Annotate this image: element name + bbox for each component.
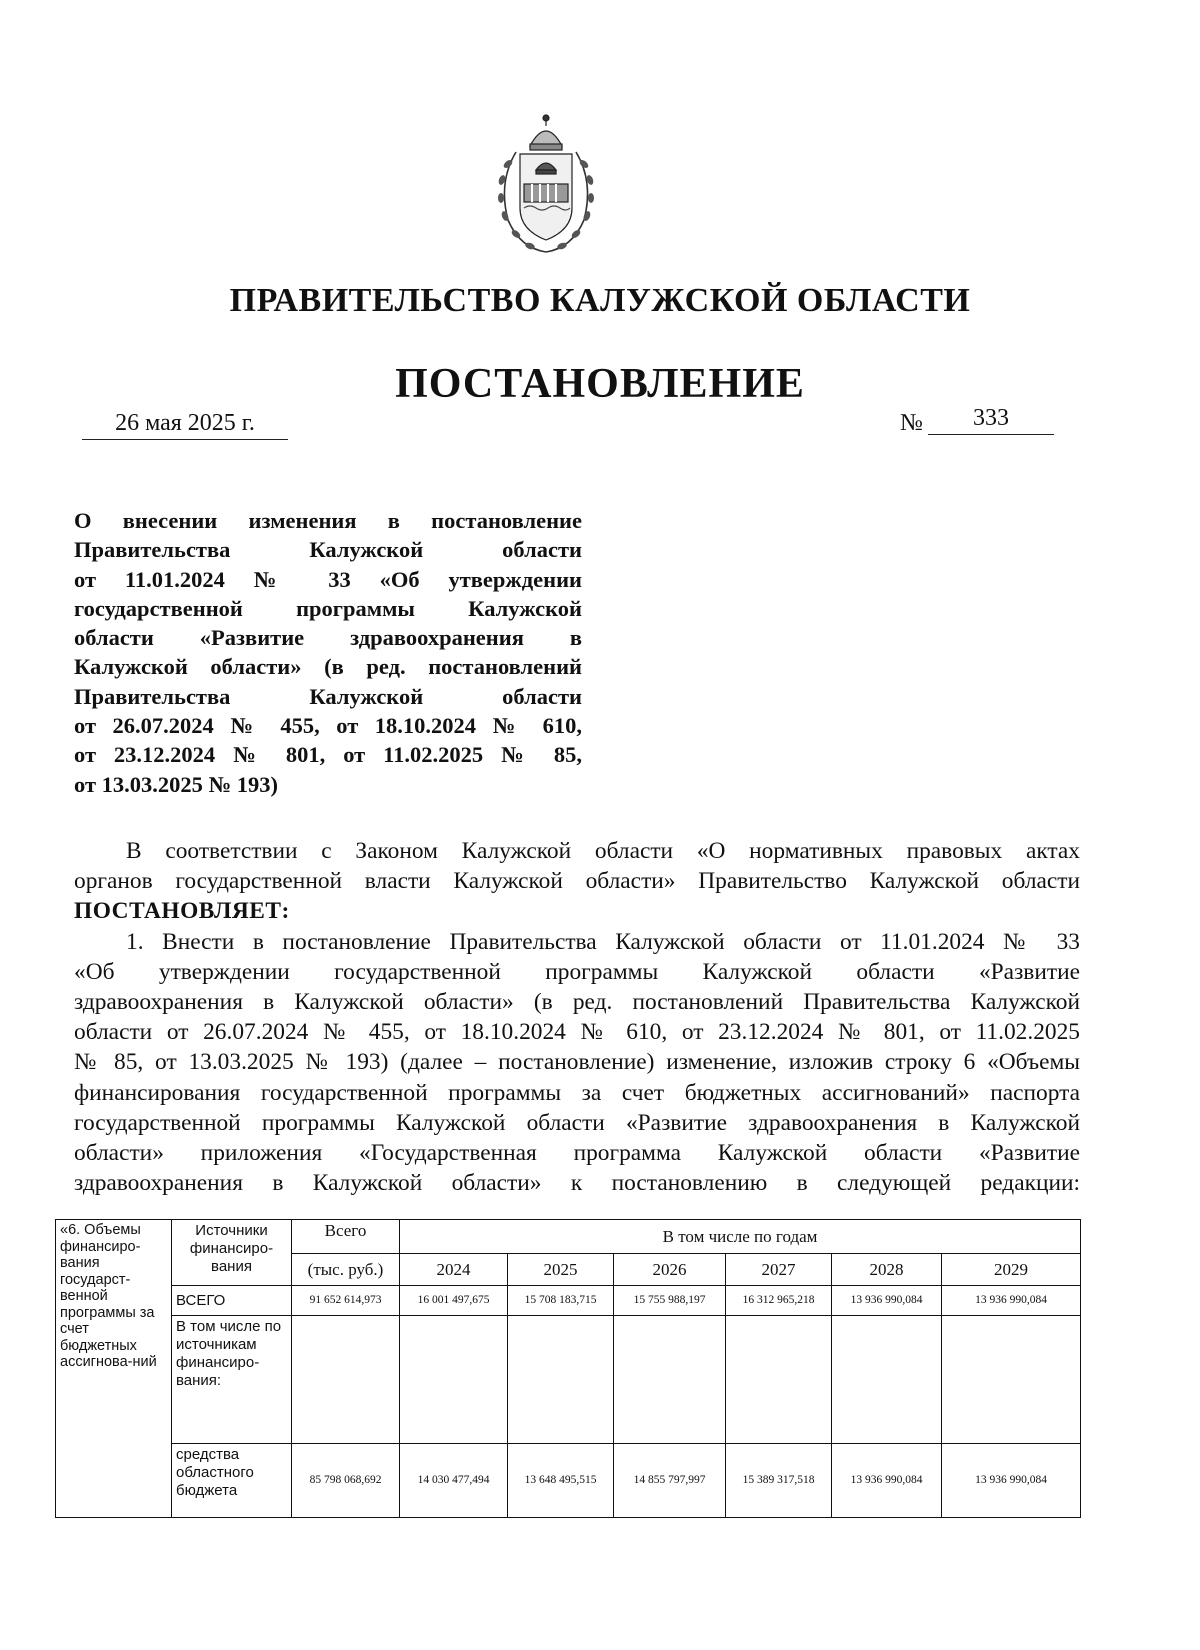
table-row bbox=[56, 1444, 1081, 1518]
document-body bbox=[74, 836, 1080, 1198]
row-value bbox=[400, 1316, 508, 1444]
body-line: здравоохранения в Калужской области» (в ред. постановлений Правительства Калужской bbox=[74, 989, 1080, 1016]
row-total: 85 798 068,692 bbox=[292, 1444, 400, 1518]
row-value: 16 001 497,675 bbox=[400, 1286, 508, 1316]
row-value: 15 708 183,715 bbox=[508, 1286, 614, 1316]
table-row bbox=[56, 1286, 1081, 1316]
document-date: 26 мая 2025 г. bbox=[82, 410, 288, 440]
row-value: 13 648 495,515 bbox=[508, 1444, 614, 1518]
row-value bbox=[832, 1316, 942, 1444]
total-header: Всего bbox=[292, 1220, 400, 1254]
row-label: ВСЕГО bbox=[172, 1286, 292, 1316]
row-value: 13 936 990,084 bbox=[832, 1444, 942, 1518]
years-group-header: В том числе по годам bbox=[400, 1220, 1081, 1254]
subject-line: от 13.03.2025 № 193) bbox=[74, 771, 278, 797]
row-value bbox=[614, 1316, 726, 1444]
row-value: 13 936 990,084 bbox=[942, 1444, 1081, 1518]
row-value bbox=[942, 1316, 1081, 1444]
section-label: «6. Объемы финансиро-вания государст-венной программы за счет бюджетных ассигнова-ний bbox=[56, 1220, 172, 1518]
subject-line: от 11.01.2024 № 33 «Об утверждении bbox=[74, 566, 582, 592]
row-value: 13 936 990,084 bbox=[942, 1286, 1081, 1316]
year-header: 2026 bbox=[614, 1254, 726, 1286]
year-header: 2024 bbox=[400, 1254, 508, 1286]
row-value: 14 030 477,494 bbox=[400, 1444, 508, 1518]
body-line: здравоохранения в Калужской области» к постановлению в следующей редакции: bbox=[74, 1170, 1080, 1197]
financing-table bbox=[55, 1219, 1081, 1518]
year-header: 2025 bbox=[508, 1254, 614, 1286]
body-line: «Об утверждении государственной программы Калужской области «Развитие bbox=[74, 958, 1080, 985]
body-line: 1. Внести в постановление Правительства Калужской области от 11.01.2024 № 33 bbox=[126, 928, 1080, 955]
total-unit-header: (тыс. руб.) bbox=[292, 1254, 400, 1286]
row-label: средства областного бюджета bbox=[172, 1444, 292, 1518]
sources-header: Источники финансиро-вания bbox=[172, 1220, 292, 1286]
row-total bbox=[292, 1316, 400, 1444]
row-value: 15 755 988,197 bbox=[614, 1286, 726, 1316]
row-value: 15 389 317,518 bbox=[726, 1444, 832, 1518]
row-total: 91 652 614,973 bbox=[292, 1286, 400, 1316]
subject-line: Калужской области» (в ред. постановлений bbox=[74, 654, 582, 680]
subject-line: области «Развитие здравоохранения в bbox=[74, 625, 582, 651]
body-line: В соответствии с Законом Калужской области «О нормативных правовых актах bbox=[126, 838, 1080, 864]
row-value bbox=[508, 1316, 614, 1444]
document-type: ПОСТАНОВЛЕНИЕ bbox=[395, 361, 805, 407]
body-line: органов государственной власти Калужской области» Правительство Калужской области bbox=[74, 868, 1080, 895]
year-header: 2029 bbox=[942, 1254, 1081, 1286]
subject-line: Правительства Калужской области bbox=[74, 537, 582, 563]
subject-line: государственной программы Калужской bbox=[74, 595, 582, 621]
year-header: 2028 bbox=[832, 1254, 942, 1286]
subject-line: от 23.12.2024 № 801, от 11.02.2025 № 85, bbox=[74, 742, 582, 768]
body-line: № 85, от 13.03.2025 № 193) (далее – постановление) изменение, изложив строку 6 «Объемы bbox=[74, 1049, 1080, 1076]
number-sign: № bbox=[900, 410, 923, 436]
subject-line: от 26.07.2024 № 455, от 18.10.2024 № 610, bbox=[74, 713, 582, 739]
body-line: финансирования государственной программы за счет бюджетных ассигнований» паспорта bbox=[74, 1079, 1080, 1106]
row-value: 13 936 990,084 bbox=[832, 1286, 942, 1316]
row-value: 14 855 797,997 bbox=[614, 1444, 726, 1518]
document-subject bbox=[74, 506, 582, 799]
year-header: 2027 bbox=[726, 1254, 832, 1286]
row-label: В том числе по источникам финансиро-вания: bbox=[172, 1316, 292, 1444]
resolve-word: ПОСТАНОВЛЯЕТ: bbox=[74, 898, 290, 925]
row-value bbox=[726, 1316, 832, 1444]
government-title: ПРАВИТЕЛЬСТВО КАЛУЖСКОЙ ОБЛАСТИ bbox=[229, 282, 971, 319]
coat-of-arms-icon bbox=[490, 112, 602, 257]
row-value: 16 312 965,218 bbox=[726, 1286, 832, 1316]
table-row bbox=[56, 1316, 1081, 1444]
body-line: области» приложения «Государственная программа Калужской области «Развитие bbox=[74, 1140, 1080, 1167]
body-line: государственной программы Калужской области «Развитие здравоохранения в Калужской bbox=[74, 1109, 1080, 1136]
resolve-line bbox=[74, 896, 1080, 926]
document-number: 333 bbox=[928, 405, 1054, 435]
subject-line: Правительства Калужской области bbox=[74, 683, 582, 709]
subject-line: О внесении изменения в постановление bbox=[74, 508, 582, 533]
body-line: области от 26.07.2024 № 455, от 18.10.2024 № 610, от 23.12.2024 № 801, от 11.02.2025 bbox=[74, 1019, 1080, 1046]
